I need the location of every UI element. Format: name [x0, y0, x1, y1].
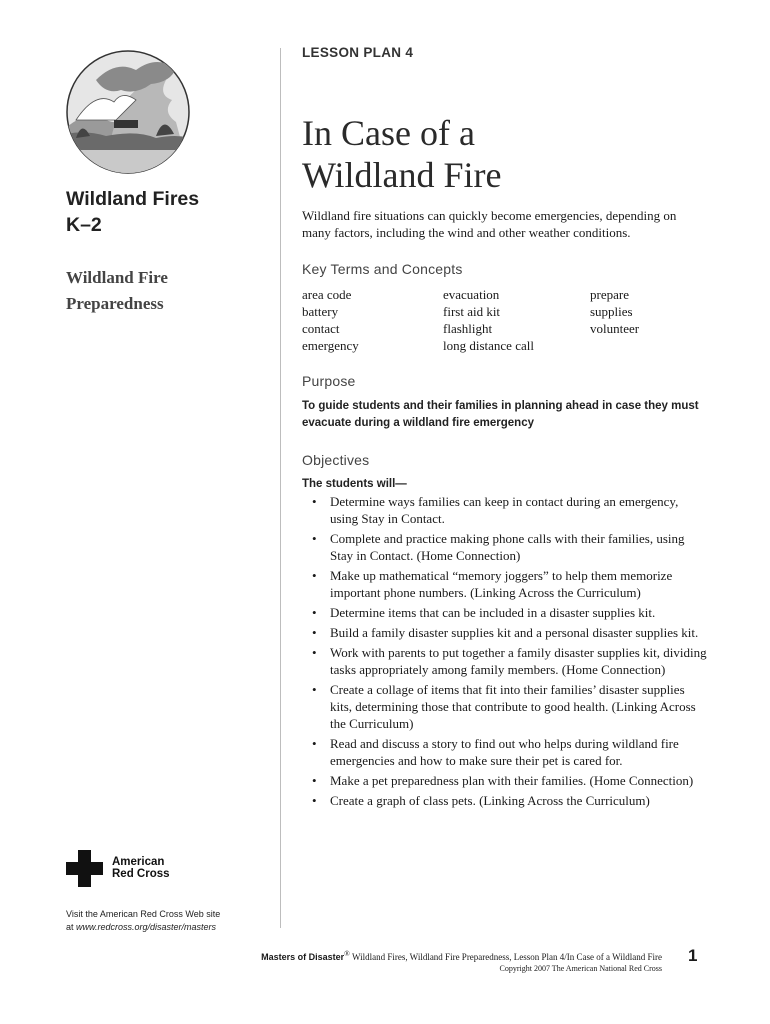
wildland-fire-illustration: [66, 50, 190, 174]
key-term: long distance call: [443, 338, 534, 353]
objective-item: • Read and discuss a story to find out who helps during wildland fire emergencies and how to make sure their pet is cared for.: [312, 736, 679, 768]
key-terms-column-3: [590, 286, 639, 337]
purpose-heading: Purpose: [302, 373, 356, 389]
objectives-lead: The students will—: [302, 478, 407, 490]
key-terms-column-2: [443, 286, 534, 354]
page-title: [302, 112, 502, 196]
objective-item: • Determine ways families can keep in contact during an emergency, using Stay in Contact.: [312, 494, 679, 526]
key-terms-column-1: [302, 286, 359, 354]
page-title-line2: Wildland Fire: [302, 155, 502, 195]
sidebar-title-line1: Wildland Fires: [66, 188, 200, 210]
objective-item: • Create a graph of class pets. (Linking Across the Curriculum): [312, 793, 650, 808]
objective-item: • Determine items that can be included in a disaster supplies kit.: [312, 605, 656, 620]
key-term: area code: [302, 287, 352, 302]
key-terms-list: [302, 286, 702, 358]
objectives-list: [312, 493, 707, 812]
key-term: flashlight: [443, 321, 493, 336]
footer-citation-text: Wildland Fires, Wildland Fire Preparedness, Lesson Plan 4/In Case of a Wildland Fire: [349, 952, 662, 962]
key-term: battery: [302, 304, 339, 319]
key-term: prepare: [590, 287, 629, 302]
website-note: [66, 908, 220, 934]
footer-brand: Masters of Disaster: [261, 952, 345, 962]
key-term: first aid kit: [443, 304, 501, 319]
objective-item: • Make up mathematical “memory joggers” to help them memorize important phone numbers. (Linking Across the Curriculum): [312, 568, 673, 600]
page-number: 1: [688, 946, 698, 965]
objective-item: • Work with parents to put together a family disaster supplies kit, dividing tasks appropriately among family members. (Home Connection): [312, 645, 707, 677]
website-note-line1: Visit the American Red Cross Web site: [66, 909, 221, 919]
footer-registered-mark: ®: [344, 949, 350, 958]
objective-item: • Make a pet preparedness plan with their families. (Home Connection): [312, 773, 694, 788]
page-footer: [261, 948, 662, 975]
key-terms-heading: Key Terms and Concepts: [302, 261, 463, 277]
objectives-heading: Objectives: [302, 452, 370, 468]
column-divider: [280, 48, 281, 928]
sidebar-title: [66, 186, 199, 238]
key-term: supplies: [590, 304, 633, 319]
objective-item: • Complete and practice making phone calls with their families, using Stay in Contact. (Home Connection): [312, 531, 685, 563]
key-term: evacuation: [443, 287, 500, 302]
sidebar-title-line2: K–2: [66, 214, 102, 236]
page-title-line1: In Case of a: [302, 113, 475, 153]
sidebar-subtitle-line1: Wildland Fire: [66, 268, 168, 287]
lesson-label: LESSON PLAN 4: [302, 45, 414, 60]
american-red-cross-logo: [66, 850, 170, 887]
logo-text-line2: Red Cross: [112, 867, 170, 880]
intro-paragraph: Wildland fire situations can quickly become emergencies, depending on many factors, including the wind and other weather conditions.: [302, 208, 677, 240]
sidebar-subtitle: [66, 265, 168, 317]
footer-copyright: Copyright 2007 The American National Red Cross: [499, 964, 662, 973]
purpose-text: To guide students and their families in planning ahead in case they must evacuate during a wildland fire emergency: [302, 400, 699, 429]
key-term: emergency: [302, 338, 359, 353]
website-url[interactable]: www.redcross.org/disaster/masters: [76, 922, 217, 932]
key-term: volunteer: [590, 321, 640, 336]
logo-text-line1: American: [112, 856, 165, 868]
website-note-prefix: at: [66, 922, 77, 932]
objective-item: • Build a family disaster supplies kit and a personal disaster supplies kit.: [312, 625, 699, 640]
footer-citation: [261, 948, 662, 963]
red-cross-icon: [66, 850, 103, 887]
objective-item: • Create a collage of items that fit into their families’ disaster supplies kits, determining those that contribute to good health. (Linking Across the Curriculum): [312, 682, 696, 731]
sidebar-subtitle-line2: Preparedness: [66, 294, 164, 313]
key-term: contact: [302, 321, 340, 336]
